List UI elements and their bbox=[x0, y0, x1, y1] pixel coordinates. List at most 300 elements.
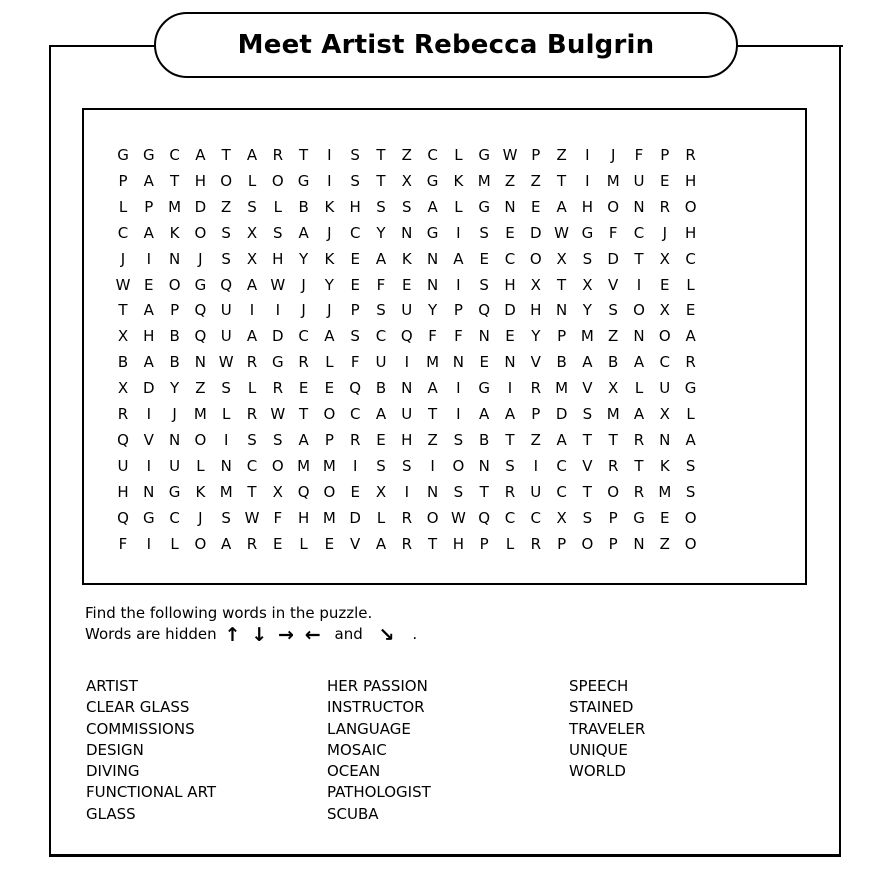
grid-letter: O bbox=[271, 171, 284, 190]
grid-letter: C bbox=[685, 249, 696, 268]
grid-letter: J bbox=[327, 223, 332, 242]
grid-letter: G bbox=[142, 146, 155, 164]
grid-row bbox=[84, 479, 805, 505]
grid-letter: R bbox=[633, 482, 645, 501]
grid-letter: S bbox=[608, 301, 618, 320]
grid-letter: F bbox=[634, 146, 644, 164]
grid-letter: U bbox=[117, 456, 129, 475]
grid-letter: R bbox=[607, 456, 619, 475]
grid-letter: J bbox=[198, 508, 203, 527]
grid-letter: S bbox=[273, 223, 283, 242]
word-list-item: WORLD bbox=[569, 762, 626, 781]
grid-letter: L bbox=[222, 405, 231, 423]
grid-letter: T bbox=[557, 275, 567, 294]
grid-letter: N bbox=[478, 456, 490, 475]
grid-letter: U bbox=[659, 379, 671, 398]
grid-letter: P bbox=[324, 430, 334, 449]
grid-letter: O bbox=[271, 456, 284, 475]
grid-letter: C bbox=[504, 249, 516, 268]
grid-letter: S bbox=[221, 223, 231, 242]
grid-letter: L bbox=[686, 405, 695, 423]
grid-letter: A bbox=[685, 327, 696, 346]
grid-letter: N bbox=[659, 430, 671, 449]
grid-letter: A bbox=[298, 223, 309, 242]
instructions-and: and bbox=[334, 625, 363, 643]
grid-row bbox=[84, 505, 805, 531]
arrow-down-right-icon: ↘ bbox=[378, 624, 395, 646]
word-search-grid bbox=[84, 110, 805, 583]
grid-row bbox=[84, 375, 805, 401]
grid-letter: S bbox=[247, 430, 257, 449]
grid-letter: C bbox=[169, 508, 180, 527]
grid-letter: D bbox=[143, 379, 155, 398]
grid-letter: N bbox=[401, 223, 413, 242]
grid-letter: T bbox=[634, 456, 644, 475]
grid-letter: R bbox=[246, 534, 258, 553]
grid-row bbox=[84, 246, 805, 272]
grid-letter: K bbox=[659, 456, 670, 475]
grid-letter: F bbox=[608, 223, 618, 242]
grid-letter: N bbox=[452, 353, 464, 372]
grid-letter: K bbox=[453, 171, 464, 190]
grid-letter: E bbox=[660, 275, 670, 294]
grid-letter: C bbox=[556, 482, 567, 501]
word-list-item: FUNCTIONAL ART bbox=[86, 783, 217, 802]
grid-letter: W bbox=[554, 223, 570, 242]
grid-letter: C bbox=[633, 223, 645, 242]
grid-letter: H bbox=[452, 534, 465, 553]
grid-letter: H bbox=[143, 327, 155, 346]
grid-letter: J bbox=[198, 249, 203, 268]
grid-letter: O bbox=[452, 456, 465, 475]
grid-letter: J bbox=[172, 405, 177, 423]
grid-letter: F bbox=[350, 353, 360, 372]
grid-letter: F bbox=[273, 508, 283, 527]
grid-letter: I bbox=[507, 379, 513, 398]
grid-letter: U bbox=[633, 171, 645, 190]
grid-row bbox=[84, 142, 805, 168]
grid-letter: H bbox=[684, 171, 697, 190]
grid-letter: I bbox=[636, 275, 642, 294]
grid-letter: C bbox=[427, 146, 438, 164]
grid-row bbox=[84, 401, 805, 427]
grid-letter: T bbox=[608, 430, 618, 449]
grid-letter: A bbox=[453, 249, 464, 268]
grid-letter: S bbox=[402, 456, 412, 475]
grid-letter: T bbox=[634, 249, 644, 268]
grid-letter: O bbox=[323, 405, 336, 423]
grid-letter: J bbox=[327, 301, 332, 320]
grid-letter: Y bbox=[299, 249, 309, 268]
grid-letter: T bbox=[428, 405, 438, 423]
grid-letter: N bbox=[168, 430, 181, 449]
grid-letter: P bbox=[170, 301, 180, 320]
grid-letter: L bbox=[454, 197, 463, 216]
grid-letter: N bbox=[478, 327, 490, 346]
grid-letter: S bbox=[582, 508, 593, 527]
grid-letter: G bbox=[478, 197, 490, 216]
grid-letter: Q bbox=[194, 327, 207, 346]
word-list-item: OCEAN bbox=[327, 762, 381, 781]
grid-letter: C bbox=[117, 223, 129, 242]
grid-letter: T bbox=[299, 146, 309, 164]
grid-letter: E bbox=[402, 275, 412, 294]
grid-letter: N bbox=[220, 456, 232, 475]
grid-letter: O bbox=[194, 430, 207, 449]
grid-letter: A bbox=[556, 430, 567, 449]
grid-letter: T bbox=[221, 146, 231, 164]
grid-letter: R bbox=[633, 430, 645, 449]
grid-letter: P bbox=[608, 534, 618, 553]
grid-letter: I bbox=[456, 405, 461, 423]
grid-letter: B bbox=[479, 430, 490, 449]
grid-letter: D bbox=[530, 223, 542, 242]
grid-letter: A bbox=[375, 405, 387, 423]
grid-letter: R bbox=[685, 146, 696, 164]
frame-top-right-border bbox=[735, 45, 843, 47]
grid-letter: T bbox=[479, 482, 489, 501]
grid-letter: P bbox=[144, 197, 154, 216]
grid-letter: G bbox=[581, 223, 594, 242]
grid-letter: V bbox=[582, 379, 593, 398]
grid-letter: I bbox=[430, 456, 435, 475]
grid-letter: C bbox=[530, 508, 542, 527]
grid-row bbox=[84, 323, 805, 349]
grid-letter: E bbox=[479, 353, 489, 372]
page-title: Meet Artist Rebecca Bulgrin bbox=[237, 30, 655, 60]
grid-letter: O bbox=[633, 301, 645, 320]
grid-letter: K bbox=[169, 223, 180, 242]
grid-letter: O bbox=[684, 534, 697, 553]
grid-letter: E bbox=[505, 327, 515, 346]
grid-letter: X bbox=[246, 249, 258, 268]
grid-letter: I bbox=[352, 456, 358, 475]
grid-letter: T bbox=[376, 171, 386, 190]
grid-letter: C bbox=[298, 327, 309, 346]
grid-letter: M bbox=[168, 197, 182, 216]
grid-letter: R bbox=[401, 534, 413, 553]
grid-letter: N bbox=[426, 275, 439, 294]
grid-letter: L bbox=[376, 508, 386, 527]
grid-letter: N bbox=[633, 197, 645, 216]
grid-letter: T bbox=[376, 146, 386, 164]
word-list-item: CLEAR GLASS bbox=[86, 698, 190, 717]
grid-letter: E bbox=[376, 430, 386, 449]
grid-letter: A bbox=[298, 430, 309, 449]
grid-letter: S bbox=[350, 171, 360, 190]
grid-letter: P bbox=[350, 301, 360, 320]
grid-letter: B bbox=[117, 353, 129, 372]
grid-letter: X bbox=[530, 275, 541, 294]
title-banner bbox=[154, 12, 738, 78]
grid-letter: R bbox=[117, 405, 129, 423]
grid-letter: A bbox=[556, 197, 567, 216]
grid-letter: E bbox=[324, 534, 335, 553]
grid-row bbox=[84, 427, 805, 453]
grid-letter: I bbox=[146, 534, 152, 553]
grid-letter: A bbox=[246, 146, 258, 164]
grid-letter: L bbox=[247, 379, 257, 398]
word-list-item: PATHOLOGIST bbox=[327, 783, 431, 802]
word-list-item: UNIQUE bbox=[569, 740, 628, 759]
grid-letter: O bbox=[194, 534, 207, 553]
grid-row bbox=[84, 220, 805, 246]
grid-letter: A bbox=[427, 379, 438, 398]
grid-letter: H bbox=[349, 197, 361, 216]
grid-letter: D bbox=[555, 405, 568, 423]
grid-letter: X bbox=[659, 249, 670, 268]
grid-letter: U bbox=[220, 327, 232, 346]
grid-letter: V bbox=[530, 353, 541, 372]
grid-letter: U bbox=[169, 456, 181, 475]
grid-letter: P bbox=[118, 171, 128, 190]
grid-letter: Z bbox=[195, 379, 206, 398]
grid-letter: X bbox=[556, 249, 567, 268]
grid-letter: W bbox=[270, 405, 286, 423]
grid-letter: M bbox=[219, 482, 233, 501]
arrow-down-icon: ↓ bbox=[251, 624, 268, 646]
grid-letter: J bbox=[301, 301, 306, 320]
grid-letter: B bbox=[298, 197, 309, 216]
grid-letter: F bbox=[454, 327, 463, 346]
grid-letter: T bbox=[299, 405, 309, 423]
grid-letter: F bbox=[118, 534, 128, 553]
grid-letter: U bbox=[375, 353, 387, 372]
grid-letter: A bbox=[324, 327, 335, 346]
grid-letter: L bbox=[247, 171, 257, 190]
grid-letter: R bbox=[298, 353, 309, 372]
grid-letter: S bbox=[685, 456, 696, 475]
grid-letter: S bbox=[582, 405, 593, 423]
grid-letter: G bbox=[194, 275, 207, 294]
word-list-column-1 bbox=[86, 676, 216, 825]
grid-letter: M bbox=[658, 482, 672, 501]
grid-letter: J bbox=[610, 146, 616, 164]
grid-letter: T bbox=[582, 430, 592, 449]
grid-letter: R bbox=[246, 353, 258, 372]
grid-letter: H bbox=[297, 508, 310, 527]
grid-letter: O bbox=[658, 327, 671, 346]
grid-letter: X bbox=[582, 275, 593, 294]
grid-letter: P bbox=[531, 146, 541, 164]
grid-letter: I bbox=[275, 301, 281, 320]
grid-letter: L bbox=[686, 275, 695, 294]
grid-letter: M bbox=[606, 171, 620, 190]
grid-letter: T bbox=[505, 430, 515, 449]
grid-letter: G bbox=[633, 508, 645, 527]
grid-letter: X bbox=[659, 405, 670, 423]
grid-letter: D bbox=[272, 327, 284, 346]
grid-letter: W bbox=[270, 275, 286, 294]
grid-letter: D bbox=[194, 197, 207, 216]
grid-letter: G bbox=[117, 146, 129, 164]
grid-letter: I bbox=[327, 146, 332, 164]
grid-letter: S bbox=[247, 197, 257, 216]
grid-letter: A bbox=[685, 430, 696, 449]
grid-letter: K bbox=[324, 197, 335, 216]
grid-letter: X bbox=[401, 171, 412, 190]
grid-letter: A bbox=[375, 249, 387, 268]
grid-letter: T bbox=[118, 301, 128, 320]
word-search-grid-box bbox=[82, 108, 807, 585]
frame-top-left-border bbox=[49, 45, 157, 47]
grid-letter: L bbox=[273, 197, 282, 216]
grid-letter: R bbox=[659, 197, 671, 216]
grid-letter: E bbox=[350, 275, 360, 294]
grid-letter: Q bbox=[400, 327, 413, 346]
grid-letter: S bbox=[402, 197, 412, 216]
grid-letter: O bbox=[607, 197, 620, 216]
grid-letter: B bbox=[169, 353, 180, 372]
grid-letter: L bbox=[196, 456, 205, 475]
grid-letter: U bbox=[220, 301, 232, 320]
grid-letter: L bbox=[505, 534, 515, 553]
grid-letter: M bbox=[297, 456, 311, 475]
grid-letter: C bbox=[169, 146, 180, 164]
grid-letter: X bbox=[117, 379, 129, 398]
grid-letter: R bbox=[401, 508, 413, 527]
grid-letter: S bbox=[453, 482, 464, 501]
grid-letter: E bbox=[350, 482, 360, 501]
grid-letter: W bbox=[244, 508, 260, 527]
instructions-line-2 bbox=[85, 624, 417, 646]
grid-letter: F bbox=[376, 275, 386, 294]
grid-letter: O bbox=[529, 249, 542, 268]
grid-letter: M bbox=[606, 405, 620, 423]
grid-letter: S bbox=[479, 223, 489, 242]
grid-letter: C bbox=[246, 456, 258, 475]
grid-letter: R bbox=[272, 146, 284, 164]
grid-letter: A bbox=[504, 405, 516, 423]
grid-letter: S bbox=[505, 456, 515, 475]
grid-letter: G bbox=[142, 508, 155, 527]
grid-letter: A bbox=[246, 275, 258, 294]
grid-letter: T bbox=[170, 171, 180, 190]
grid-letter: X bbox=[272, 482, 283, 501]
grid-letter: M bbox=[580, 327, 594, 346]
grid-letter: A bbox=[427, 197, 438, 216]
grid-letter: S bbox=[376, 301, 386, 320]
grid-letter: S bbox=[376, 456, 386, 475]
grid-letter: J bbox=[301, 275, 306, 294]
grid-letter: W bbox=[218, 353, 234, 372]
grid-letter: S bbox=[350, 146, 360, 164]
word-list-item: GLASS bbox=[86, 804, 136, 823]
grid-letter: T bbox=[557, 171, 567, 190]
grid-letter: E bbox=[144, 275, 154, 294]
grid-letter: L bbox=[118, 197, 128, 216]
grid-letter: D bbox=[504, 301, 516, 320]
grid-letter: A bbox=[143, 301, 154, 320]
word-list-item: COMMISSIONS bbox=[86, 719, 195, 738]
grid-letter: Q bbox=[220, 275, 233, 294]
word-list-item: TRAVELER bbox=[569, 719, 646, 738]
grid-letter: X bbox=[246, 223, 258, 242]
grid-letter: W bbox=[502, 146, 518, 164]
grid-letter: I bbox=[146, 456, 152, 475]
grid-letter: H bbox=[117, 482, 129, 501]
grid-letter: P bbox=[531, 405, 541, 423]
grid-letter: G bbox=[426, 223, 439, 242]
grid-letter: N bbox=[633, 534, 645, 553]
grid-letter: A bbox=[195, 146, 206, 164]
grid-letter: H bbox=[581, 197, 594, 216]
grid-letter: Q bbox=[478, 301, 491, 320]
grid-letter: A bbox=[633, 405, 645, 423]
grid-letter: X bbox=[556, 508, 567, 527]
grid-letter: C bbox=[504, 508, 516, 527]
grid-letter: S bbox=[273, 430, 283, 449]
word-list-item: SPEECH bbox=[569, 677, 629, 695]
word-list-item: LANGUAGE bbox=[327, 719, 411, 738]
grid-letter: R bbox=[685, 353, 696, 372]
grid-letter: C bbox=[556, 456, 567, 475]
grid-letter: C bbox=[659, 353, 671, 372]
grid-letter: R bbox=[246, 405, 258, 423]
grid-row bbox=[84, 349, 805, 375]
grid-letter: X bbox=[375, 482, 387, 501]
grid-letter: A bbox=[633, 353, 645, 372]
grid-letter: O bbox=[684, 197, 697, 216]
grid-letter: Y bbox=[582, 301, 592, 320]
grid-letter: Y bbox=[531, 327, 541, 346]
grid-letter: S bbox=[376, 197, 386, 216]
grid-letter: K bbox=[324, 249, 335, 268]
grid-letter: P bbox=[660, 146, 670, 164]
grid-letter: B bbox=[608, 353, 619, 372]
grid-letter: H bbox=[504, 275, 516, 294]
grid-letter: N bbox=[401, 379, 413, 398]
grid-letter: P bbox=[557, 534, 567, 553]
grid-letter: S bbox=[582, 249, 593, 268]
grid-letter: X bbox=[659, 301, 670, 320]
grid-letter: I bbox=[533, 456, 539, 475]
grid-letter: E bbox=[505, 223, 515, 242]
grid-letter: O bbox=[220, 171, 233, 190]
grid-letter: I bbox=[585, 146, 590, 164]
grid-letter: V bbox=[582, 456, 593, 475]
grid-letter: T bbox=[582, 482, 592, 501]
instructions-hidden-label: Words are hidden bbox=[85, 625, 217, 643]
grid-letter: O bbox=[581, 534, 594, 553]
grid-letter: I bbox=[456, 275, 461, 294]
grid-letter: C bbox=[349, 223, 361, 242]
grid-letter: A bbox=[143, 353, 154, 372]
word-list-item: STAINED bbox=[569, 698, 634, 717]
grid-letter: B bbox=[169, 327, 180, 346]
grid-letter: E bbox=[660, 508, 670, 527]
grid-letter: V bbox=[143, 430, 154, 449]
grid-letter: I bbox=[585, 171, 590, 190]
grid-letter: Z bbox=[608, 327, 619, 346]
grid-letter: M bbox=[555, 379, 569, 398]
grid-letter: A bbox=[246, 327, 258, 346]
grid-letter: S bbox=[479, 275, 489, 294]
grid-letter: M bbox=[322, 508, 336, 527]
grid-letter: S bbox=[350, 327, 360, 346]
grid-letter: E bbox=[298, 379, 309, 398]
grid-letter: R bbox=[272, 379, 284, 398]
grid-letter: O bbox=[684, 508, 697, 527]
grid-letter: G bbox=[478, 146, 490, 164]
grid-letter: N bbox=[504, 197, 516, 216]
grid-letter: W bbox=[115, 275, 131, 294]
grid-letter: P bbox=[479, 534, 489, 553]
grid-letter: Q bbox=[194, 301, 207, 320]
grid-letter: I bbox=[456, 379, 461, 398]
grid-letter: N bbox=[426, 482, 439, 501]
grid-letter: Z bbox=[427, 430, 438, 449]
